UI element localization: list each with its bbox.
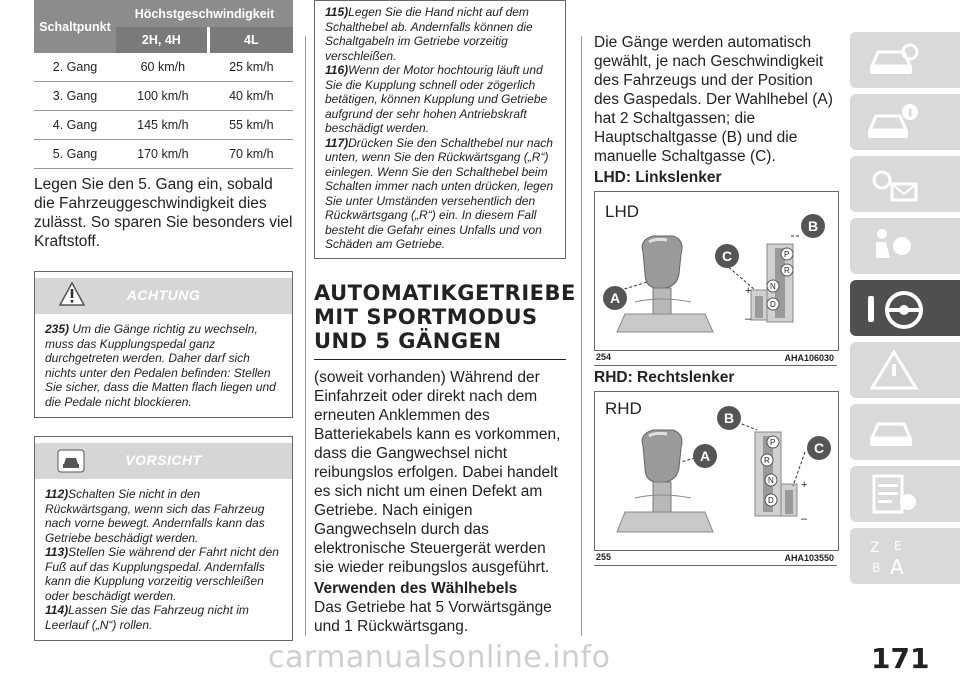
callout-a-label: A (700, 448, 711, 464)
svg-text:B: B (872, 561, 881, 575)
gear-p-label: P (770, 438, 776, 447)
fig-label: RHD (605, 399, 642, 418)
tab-index[interactable] (850, 528, 960, 584)
gear-n-label: N (768, 476, 774, 485)
steering-wheel-key-icon (864, 286, 934, 334)
fifth-gear-paragraph: Legen Sie den 5. Gang ein, sobald die Fahrzeuggeschwindigkeit dies zulässt. So sparen Sie besonders viel Kraftstoff. (34, 176, 293, 250)
svg-text:E: E (894, 539, 902, 553)
tab-safety[interactable] (850, 218, 960, 274)
plus-label: + (745, 285, 752, 297)
gear-r-label: R (764, 456, 770, 465)
speed-4l-cell: 40 km/h (210, 82, 293, 111)
table-header-max-speed: Höchstgeschwindigkeit (116, 0, 293, 27)
fig-label: LHD (605, 202, 640, 221)
gear-d-label: D (770, 300, 776, 309)
car-info-icon (864, 100, 924, 144)
selector-paragraph: Die Gänge werden automatisch gewählt, je nach Geschwindigkeit des Fahrzeugs und der Position des Gaspedals. Der Wahlhebel (A) hat 2 Schaltgassen; die Hauptschaltgasse (B) und die manuelle Schaltgasse (C). (594, 34, 833, 165)
lhd-figure-caption (594, 351, 837, 366)
speed-4l-cell: 70 km/h (210, 140, 293, 169)
car-search-icon (864, 38, 924, 82)
note-number: 115) (325, 5, 349, 19)
list-item (45, 545, 284, 603)
gear-cell: 2. Gang (34, 53, 116, 82)
gear-d-label: D (768, 496, 774, 505)
table-header-2h4h: 2H, 4H (116, 27, 207, 53)
caution-continuation-box (314, 0, 566, 259)
watermark: carmanualsonline.info (268, 640, 611, 675)
svg-text:A: A (890, 555, 904, 578)
note-text: Wenn der Motor hochtourig läuft und Sie die Kupplung schnell oder zögerlich betätigen, können Kupplung und Getriebe aufgrund der sehr hohen Antriebskraft beschädigt werden. (325, 63, 548, 135)
figure-number: 255 (596, 552, 612, 562)
gear-cell: 4. Gang (34, 111, 116, 140)
chapter-nav (850, 32, 960, 590)
list-item (45, 603, 284, 632)
warning-light-envelope-icon (864, 162, 924, 206)
lhd-heading: LHD: Linkslenker (594, 169, 722, 186)
figure-number: 254 (596, 352, 612, 362)
tab-starting-driving[interactable] (850, 280, 960, 336)
section-title-line: UND 5 GÄNGEN (314, 329, 502, 353)
tab-technical-data[interactable] (850, 466, 960, 522)
lhd-shifter-illustration (595, 192, 838, 350)
tab-vehicle-info[interactable] (850, 94, 960, 150)
speed-2h4h-cell: 170 km/h (116, 140, 210, 169)
spec-list-icon (864, 472, 924, 516)
vorsicht-title: VORSICHT (125, 452, 202, 468)
wahlhebel-paragraph: Das Getriebe hat 5 Vorwärtsgänge und 1 Rückwärtsgang. (314, 599, 552, 635)
vorsicht-caution-box (34, 436, 293, 641)
note-text: Um die Gänge richtig zu wechseln, muss das Kupplungspedal ganz durchgetreten werden. Daher darf sich nichts unter den Pedalen befinden: Stellen Sie sicher, dass die Matten flach liegen und die Pedale nicht blockieren. (45, 322, 276, 409)
alphabet-index-icon (864, 534, 924, 578)
page-number: 171 (871, 642, 930, 675)
callout-c-label: C (722, 248, 733, 264)
wahlhebel-heading: Verwenden des Wählhebels (314, 580, 518, 597)
table-row (34, 82, 293, 111)
column-divider (305, 36, 306, 636)
note-text: Drücken Sie den Schalthebel nur nach unten, wenn Sie den Rückwärtsgang („R“) einlegen. Wenn Sie den Schalthebel beim Schalten immer nach unten drücken, legen Sie unter Umständen versehentlich den Rückwärtsgang („R“) ein. In diesem Fall besteht die Gefahr eines Unfalls und von Schäden am Getriebe. (325, 135, 554, 251)
svg-text:Z: Z (870, 540, 880, 556)
automatic-intro-paragraph: (soweit vorhanden) Während der Einfahrzeit oder direkt nach dem erneuten Anklemmen des Batteriekabels kann es vorkommen, dass die Gangwechsel nicht reibungslos erfolgen. Dabei handelt es sich nicht um einen Defekt am Getriebe. Nach einigen Gangwechseln durch das elektronische Steuergerät werden sie wieder reibungslos ausgeführt. (314, 369, 561, 576)
list-item (325, 136, 559, 252)
warning-triangle-car-icon (864, 348, 924, 392)
vorsicht-body (35, 479, 292, 640)
callout-a-label: A (610, 290, 621, 306)
section-title (314, 281, 576, 353)
table-row (34, 111, 293, 140)
gear-cell: 3. Gang (34, 82, 116, 111)
speed-4l-cell: 55 km/h (210, 111, 293, 140)
column-middle (314, 0, 576, 636)
note-number: 114) (45, 603, 69, 617)
rhd-heading: RHD: Rechtslenker (594, 369, 735, 386)
gear-p-label: P (784, 250, 790, 259)
tab-vehicle-overview[interactable] (850, 32, 960, 88)
lhd-shifter-figure (594, 191, 839, 351)
tab-maintenance[interactable] (850, 404, 960, 460)
note-number: 112) (45, 487, 69, 501)
rhd-figure-caption (594, 551, 837, 566)
list-item (325, 5, 559, 63)
table-row (34, 53, 293, 82)
minus-label: – (745, 313, 752, 325)
note-text: Schalten Sie nicht in den Rückwärtsgang, wenn sich das Fahrzeug nach vorne bewegt. Andernfalls kann das Getriebe beschädigt werden. (45, 487, 265, 545)
achtung-warning-box (34, 271, 293, 418)
note-number: 116) (325, 63, 349, 77)
achtung-header (35, 278, 292, 314)
rhd-shifter-figure (594, 391, 839, 551)
note-text: Lassen Sie das Fahrzeug nicht im Leerlauf („N“) rollen. (45, 603, 249, 632)
column-right (594, 33, 841, 566)
table-header-4l: 4L (210, 27, 293, 53)
table-row (34, 140, 293, 169)
figure-code: AHA106030 (784, 353, 834, 363)
table-header-shiftpoint: Schaltpunkt (34, 0, 116, 53)
tab-emergency[interactable] (850, 342, 960, 398)
airbag-seat-icon (864, 224, 924, 268)
gear-n-label: N (770, 282, 776, 291)
achtung-title: ACHTUNG (126, 287, 201, 303)
achtung-body (35, 314, 292, 417)
speed-2h4h-cell: 145 km/h (116, 111, 210, 140)
section-title-line: MIT SPORTMODUS (314, 305, 538, 329)
gear-r-label: R (784, 266, 790, 275)
note-number: 235) (45, 322, 70, 336)
section-rule (314, 359, 566, 360)
gear-cell: 5. Gang (34, 140, 116, 169)
list-item (325, 63, 559, 136)
minus-label: – (801, 513, 808, 525)
shift-speed-table (34, 0, 293, 169)
column-divider (581, 36, 582, 636)
note-text: Legen Sie die Hand nicht auf dem Schalthebel ab. Andernfalls können die Schaltgabeln im Getriebe vorzeitig verschleißen. (325, 5, 533, 63)
figure-code: AHA103550 (784, 553, 834, 563)
plus-label: + (801, 479, 808, 491)
section-title-line: AUTOMATIKGETRIEBE (314, 281, 576, 305)
speed-2h4h-cell: 60 km/h (116, 53, 210, 82)
rhd-shifter-illustration (595, 392, 838, 550)
callout-b-label: B (724, 410, 735, 426)
speed-4l-cell: 25 km/h (210, 53, 293, 82)
speed-2h4h-cell: 100 km/h (116, 82, 210, 111)
callout-c-label: C (814, 440, 825, 456)
tab-warning-lights[interactable] (850, 156, 960, 212)
column-left (34, 0, 293, 641)
note-text: Stellen Sie während der Fahrt nicht den Fuß auf das Kupplungspedal. Andernfalls kann die Kupplung vorzeitig verschleißen oder beschädigt werden. (45, 545, 279, 603)
note-number: 117) (325, 135, 349, 150)
note-number: 113) (45, 545, 69, 559)
list-item (45, 487, 284, 545)
callout-b-label: B (808, 218, 819, 234)
vorsicht-header (35, 443, 292, 479)
car-service-icon (864, 410, 924, 454)
